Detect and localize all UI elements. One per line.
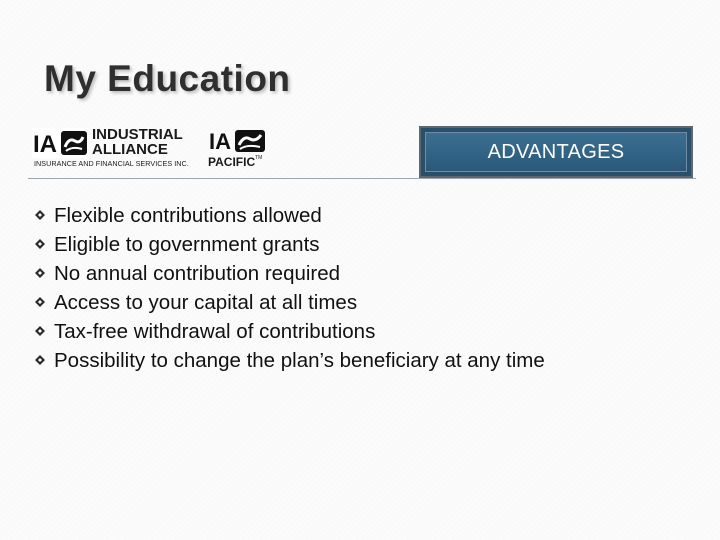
list-item-text: Tax-free withdrawal of contributions xyxy=(54,320,376,343)
list-item-text: Possibility to change the plan’s beneficiary at any time xyxy=(54,349,545,372)
ia-logo-line2: ALLIANCE xyxy=(92,141,168,158)
list-item xyxy=(30,259,545,288)
list-item xyxy=(30,230,545,259)
bullet-diamond-icon xyxy=(34,238,46,250)
list-item-text: Flexible contributions allowed xyxy=(54,204,322,227)
ia-pacific-trademark: TM xyxy=(255,155,263,161)
advantages-list xyxy=(30,201,545,375)
advantages-banner xyxy=(419,126,693,178)
list-item xyxy=(30,317,545,346)
advantages-label: ADVANTAGES xyxy=(425,132,687,172)
list-item-text: No annual contribution required xyxy=(54,262,341,285)
list-item xyxy=(30,288,545,317)
ia-pacific-mark-icon xyxy=(208,127,270,155)
bullet-diamond-icon xyxy=(34,296,46,308)
ia-pacific-wordmark xyxy=(208,155,262,169)
ia-pacific-name: PACIFIC xyxy=(208,155,256,169)
header-divider xyxy=(28,178,696,179)
list-item-text: Eligible to government grants xyxy=(54,233,320,256)
slide-title: My Education xyxy=(44,58,291,99)
industrial-alliance-logo xyxy=(32,127,187,171)
bullet-diamond-icon xyxy=(34,354,46,366)
ia-logo-line1: INDUSTRIAL xyxy=(92,126,183,143)
ia-logo-wordmark xyxy=(92,127,183,157)
bullet-diamond-icon xyxy=(34,325,46,337)
list-item xyxy=(30,201,545,230)
ia-mark-icon xyxy=(32,128,88,158)
list-item-text: Access to your capital at all times xyxy=(54,291,358,314)
bullet-diamond-icon xyxy=(34,209,46,221)
svg-text:IA: IA xyxy=(33,131,57,158)
list-item xyxy=(30,346,545,375)
ia-logo-subtitle: INSURANCE AND FINANCIAL SERVICES INC. xyxy=(34,159,189,168)
svg-text:IA: IA xyxy=(209,129,231,154)
bullet-diamond-icon xyxy=(34,267,46,279)
